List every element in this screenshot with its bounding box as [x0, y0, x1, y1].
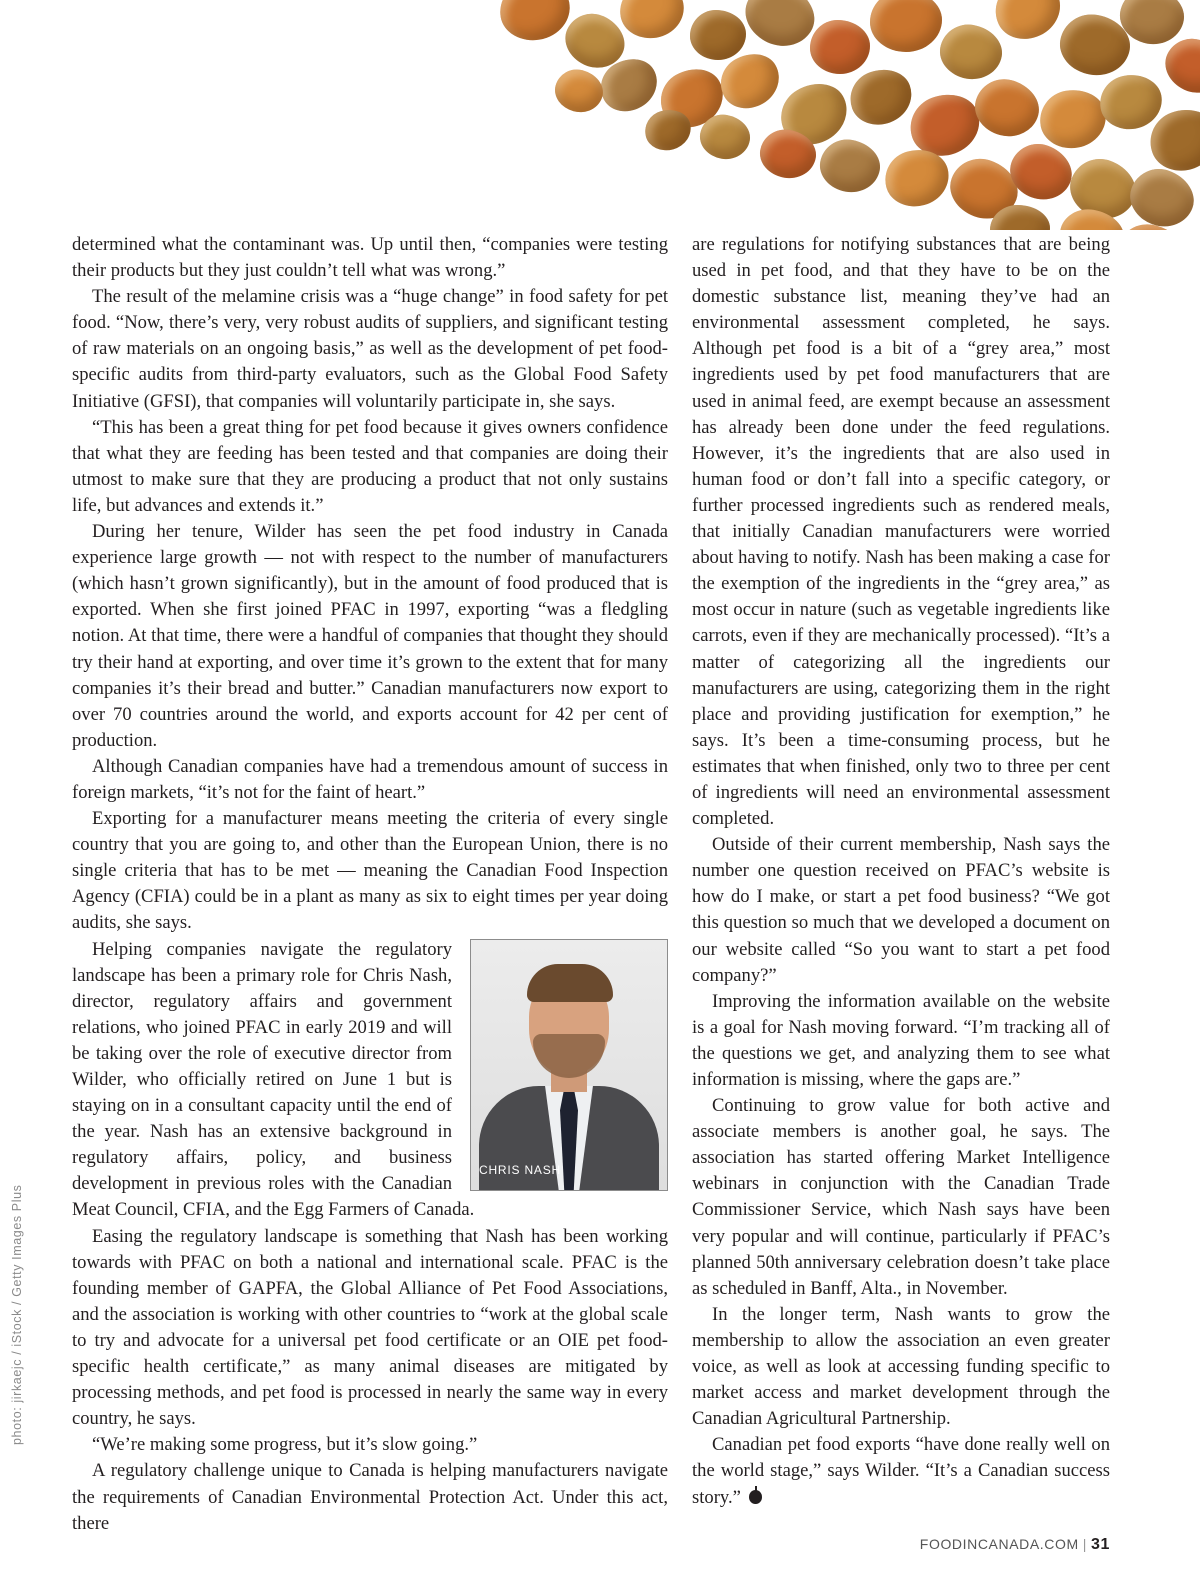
kibble-piece: [616, 0, 689, 43]
paragraph: determined what the contaminant was. Up until then, “companies were testing their products but they just couldn’t tell what was wrong.”: [72, 234, 668, 282]
paragraph: are regulations for notifying substances that are being used in pet food, and that they have to be on the domestic substance list, meaning they’ve had an environmental assessment completed, he says. Although pet food is a bit of a “grey area,” most ingredients used by pet food manufacturers that are used in animal feed, are exempt because an assessment has already been done under the feed regulations. However, it’s the ingredients that are also used in human food or don’t fall into a specific category, or further processed ingredients such as rendered meals, that initially Canadian manufacturers were worried about having to notify. Nash has been making a case for the exemption of the ingredients in the “grey area,” as most occur in nature (such as vegetable ingredients like carrots, even if they are mechanically processed). “It’s a matter of categorizing all the ingredients our manufacturers are using, categorizing them in the right place and providing justification for exemption,” he says. It’s been a time-consuming process, but he estimates that when finished, only two to three per cent of ingredients will need an environmental assessment completed.: [692, 234, 1110, 830]
kibble-piece: [550, 65, 607, 118]
kibble-piece: [870, 0, 942, 52]
photo-credit: photo: jirkaejc / iStock / Getty Images Plus: [10, 1184, 24, 1445]
chris-nash-photo: [470, 939, 668, 1191]
paragraph: Easing the regulatory landscape is something that Nash has been working towards with PFAC on both a national and international scale. PFAC is the founding member of GAPFA, the Global Alliance of Pet Food Associations, and the association is working with other countries to “work at the global scale to try and advocate for a universal pet food certificate or an OIE pet food-specific health certificate,” as many animal diseases are mitigated by processing methods, and pet food is processed in nearly the same way in every country, he says.: [72, 1225, 668, 1430]
kibble-piece: [495, 0, 574, 46]
article-right-column: [692, 232, 1110, 1511]
paragraph: Helping companies navigate the regulatory landscape has been a primary role for Chris Nash, director, regulatory affairs and government relations, who joined PFAC in early 2019 and will be taking over the role of executive director from Wilder, who officially retired on June 1 but is staying on in a consultant capacity until the end of the year. Nash has an extensive background in regulatory affairs, policy, and business development in previous roles with the Canadian Meat Council, CFIA, and the Egg Farmers of Canada.: [72, 938, 475, 1221]
paragraph: A regulatory challenge unique to Canada is helping manufacturers navigate the requirements of Canadian Environmental Protection Act. Under this act, there: [72, 1460, 668, 1534]
paragraph: “This has been a great thing for pet food because it gives owners confidence that what they are feeding has been tested and that companies are doing their utmost to make sure that they are producing a product that not only sustains life, but advances and extends it.”: [72, 416, 668, 516]
photo-caption: CHRIS NASH: [479, 1163, 562, 1178]
paragraph: Continuing to grow value for both active and associate members is another goal, he says. The association has started offering Market Intelligence webinars in conjunction with the Canadian Trade Commissioner Service, which Nash says have been very popular and will continue, particularly if PFAC’s planned 50th anniversary celebration doesn’t take place as scheduled in Banff, Alta., in November.: [692, 1095, 1110, 1299]
paragraph: Exporting for a manufacturer means meeting the criteria of every single country that you are going to, and other than the European Union, there is no single criteria that has to be met — meaning the Canadian Food Inspection Agency (CFIA) could be in a plant as many as six to eight times per year doing audits, she says.: [72, 808, 668, 934]
paragraph: The result of the melamine crisis was a “huge change” in food safety for pet food. “Now, there’s very, very robust audits of suppliers, and significant testing of raw materials on an ongoing basis,” as well as the development of pet food-specific audits from third-party evaluators, such as the Global Food Safety Initiative (GFSI), that companies will voluntarily participate in, she says.: [72, 286, 668, 412]
paragraph: Outside of their current membership, Nash says the number one question received on PFAC’s website is how do I make, or start a pet food business? “We got this question so much that we developed a document on our website called “So you want to start a pet food company?”: [692, 834, 1110, 986]
kibble-piece: [1122, 161, 1200, 230]
article-left-column: [72, 232, 668, 1537]
kibble-piece: [1035, 85, 1110, 154]
paragraph: “We’re making some progress, but it’s slow going.”: [92, 1434, 478, 1456]
kibble-piece: [936, 20, 1006, 84]
kibble-piece: [810, 20, 870, 74]
kibble-piece: [816, 135, 884, 197]
footer-separator: |: [1082, 1536, 1087, 1552]
paragraph-text: Canadian pet food exports “have done really well on the world stage,” says Wilder. “It’s a Canadian success story.”: [692, 1434, 1110, 1508]
kibble-piece: [843, 61, 920, 133]
site-name: FOODINCANADA.COM: [919, 1536, 1079, 1552]
page-footer: [920, 1536, 1110, 1554]
paragraph: Improving the information available on the website is a goal for Nash moving forward. “I’m tracking all of the questions we get, and analyzing them to see what information is missing, where the gaps are.”: [692, 990, 1110, 1090]
paragraph: Although Canadian companies have had a tremendous amount of success in foreign markets, “it’s not for the faint of heart.”: [72, 755, 668, 803]
paragraph: In the longer term, Nash wants to grow the membership to allow the association an even greater voice, as well as look at accessing funding specific to market access and market development through the Canadian Agricultural Partnership.: [692, 1303, 1110, 1430]
kibble-piece: [690, 10, 746, 60]
kibble-piece: [969, 73, 1045, 144]
page-number: 31: [1091, 1536, 1110, 1553]
end-mark-icon: [749, 1490, 762, 1504]
paragraph: During her tenure, Wilder has seen the pet food industry in Canada experience large growth — not with respect to the number of manufacturers (which hasn’t grown significantly), but in the amount of food produced that is exported. When she first joined PFAC in 1997, exporting “was a fledgling notion. At that time, there were a handful of companies that thought they should try their hand at exporting, and over time it’s grown to the extent that for many companies it’s their bread and butter.” Canadian manufacturers now export to over 70 countries around the world, and exports account for 42 per cent of production.: [72, 521, 668, 751]
hero-kibble-photo: [0, 0, 1200, 230]
paragraph-final: [692, 1432, 1110, 1510]
